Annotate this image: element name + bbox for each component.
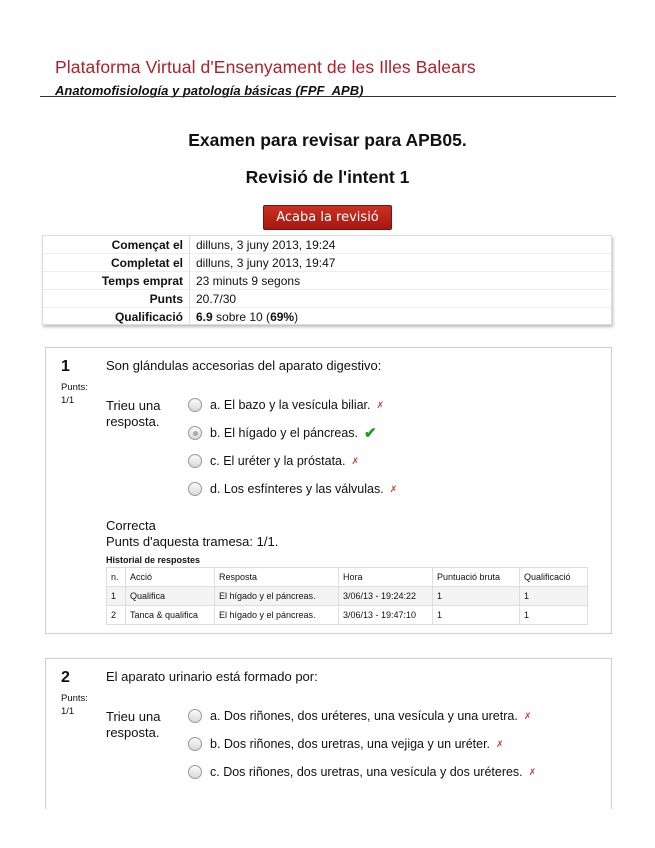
- answer-option: [188, 480, 397, 498]
- answer-radio[interactable]: [188, 709, 202, 723]
- course-breadcrumb-link[interactable]: Anatomofisiología y patología básicas (FPF_APB): [55, 83, 364, 98]
- history-col-header: Qualificació: [520, 568, 588, 587]
- question-text: Son glándulas accesorias del aparato digestivo:: [106, 358, 382, 373]
- summary-label: Temps emprat: [43, 272, 190, 290]
- summary-row: [43, 272, 611, 290]
- history-col-header: n.: [107, 568, 126, 587]
- incorrect-icon: ✗: [351, 455, 360, 466]
- answer-option: [188, 452, 359, 470]
- question-points: 1/1: [61, 706, 75, 717]
- answer-option: [188, 763, 536, 781]
- history-cell: 3/06/13 - 19:47:10: [339, 606, 433, 625]
- history-cell: 1: [107, 587, 126, 606]
- history-cell: 1: [520, 587, 588, 606]
- history-title: Historial de respostes: [106, 555, 201, 565]
- answer-radio[interactable]: [188, 765, 202, 779]
- answer-prompt: Trieu una resposta.: [106, 709, 161, 740]
- history-cell: 3/06/13 - 19:24:22: [339, 587, 433, 606]
- question-text: El aparato urinario está formado por:: [106, 669, 318, 684]
- history-col-header: Acció: [126, 568, 215, 587]
- attempt-title: Revisió de l'intent 1: [245, 167, 410, 187]
- answer-option: [188, 396, 384, 414]
- attempt-summary: [42, 235, 612, 325]
- grade-close: ): [294, 309, 299, 324]
- question-2: [45, 658, 612, 809]
- history-cell: El hígado y el páncreas.: [215, 606, 339, 625]
- answer-text: b. El hígado y el páncreas.: [210, 426, 359, 440]
- answer-radio[interactable]: [188, 398, 202, 412]
- answer-option: [188, 424, 377, 442]
- incorrect-icon: ✗: [389, 483, 398, 494]
- history-col-header: Puntuació bruta: [433, 568, 520, 587]
- summary-row: [43, 236, 611, 254]
- quiz-title: Examen para revisar para APB05.: [188, 130, 467, 150]
- history-col-header: Resposta: [215, 568, 339, 587]
- answer-text: d. Los esfínteres y las válvulas.: [210, 482, 384, 496]
- grade-out-of: sobre 10 (: [212, 309, 271, 324]
- incorrect-icon: ✗: [496, 738, 504, 749]
- answer-text: a. El bazo y la vesícula biliar.: [210, 398, 371, 412]
- question-points: 1/1: [61, 395, 75, 406]
- grade-score: 6.9: [196, 309, 213, 324]
- site-title[interactable]: Plataforma Virtual d'Ensenyament de les Illes Balears: [55, 57, 476, 77]
- question-number: 2: [61, 669, 70, 686]
- summary-table: [43, 236, 611, 325]
- summary-label: Punts: [43, 290, 190, 308]
- history-col-header: Hora: [339, 568, 433, 587]
- answer-radio-selected[interactable]: [188, 426, 202, 440]
- answer-text: c. Dos riñones, dos uretras, una vesícula y dos uréteres.: [210, 765, 523, 779]
- response-history-table: [106, 567, 588, 625]
- incorrect-icon: ✗: [528, 766, 537, 777]
- answer-radio[interactable]: [188, 454, 202, 468]
- summary-grade-value: [190, 308, 612, 326]
- question-outcome: Correcta: [106, 518, 156, 533]
- header-divider: [40, 96, 616, 97]
- grade-percent: 69%: [270, 309, 295, 324]
- finish-review-button[interactable]: Acaba la revisió: [263, 205, 392, 230]
- history-cell: 2: [107, 606, 126, 625]
- history-cell: Tanca & qualifica: [126, 606, 215, 625]
- answer-option: [188, 707, 531, 725]
- history-cell: Qualifica: [126, 587, 215, 606]
- history-header-row: [107, 568, 588, 587]
- question-points-label: Punts:: [61, 382, 88, 393]
- answer-text: c. El uréter y la próstata.: [210, 454, 346, 468]
- incorrect-icon: ✗: [523, 710, 532, 721]
- question-1: [45, 347, 612, 634]
- history-cell: 1: [433, 587, 520, 606]
- summary-label: Qualificació: [43, 308, 190, 326]
- question-points-label: Punts:: [61, 693, 88, 704]
- summary-row: [43, 254, 611, 272]
- summary-value: dilluns, 3 juny 2013, 19:47: [190, 254, 612, 272]
- answer-text: a. Dos riñones, dos uréteres, una vesícula y una uretra.: [210, 709, 518, 723]
- incorrect-icon: ✗: [376, 399, 385, 410]
- correct-icon: ✔: [364, 425, 377, 442]
- history-row: [107, 587, 588, 606]
- question-number: 1: [61, 358, 70, 375]
- answer-option: [188, 735, 504, 753]
- summary-row: [43, 290, 611, 308]
- summary-value: 23 minuts 9 segons: [190, 272, 612, 290]
- answer-radio[interactable]: [188, 737, 202, 751]
- submission-points: Punts d'aquesta tramesa: 1/1.: [106, 534, 279, 549]
- answer-prompt: Trieu una resposta.: [106, 398, 161, 429]
- summary-value: 20.7/30: [190, 290, 612, 308]
- summary-row: [43, 308, 611, 326]
- answer-radio[interactable]: [188, 482, 202, 496]
- answer-text: b. Dos riñones, dos uretras, una vejiga y un uréter.: [210, 737, 491, 751]
- history-cell: 1: [520, 606, 588, 625]
- history-cell: El hígado y el páncreas.: [215, 587, 339, 606]
- history-cell: 1: [433, 606, 520, 625]
- history-row: [107, 606, 588, 625]
- summary-label: Completat el: [43, 254, 190, 272]
- summary-label: Començat el: [43, 236, 190, 254]
- summary-value: dilluns, 3 juny 2013, 19:24: [196, 237, 336, 252]
